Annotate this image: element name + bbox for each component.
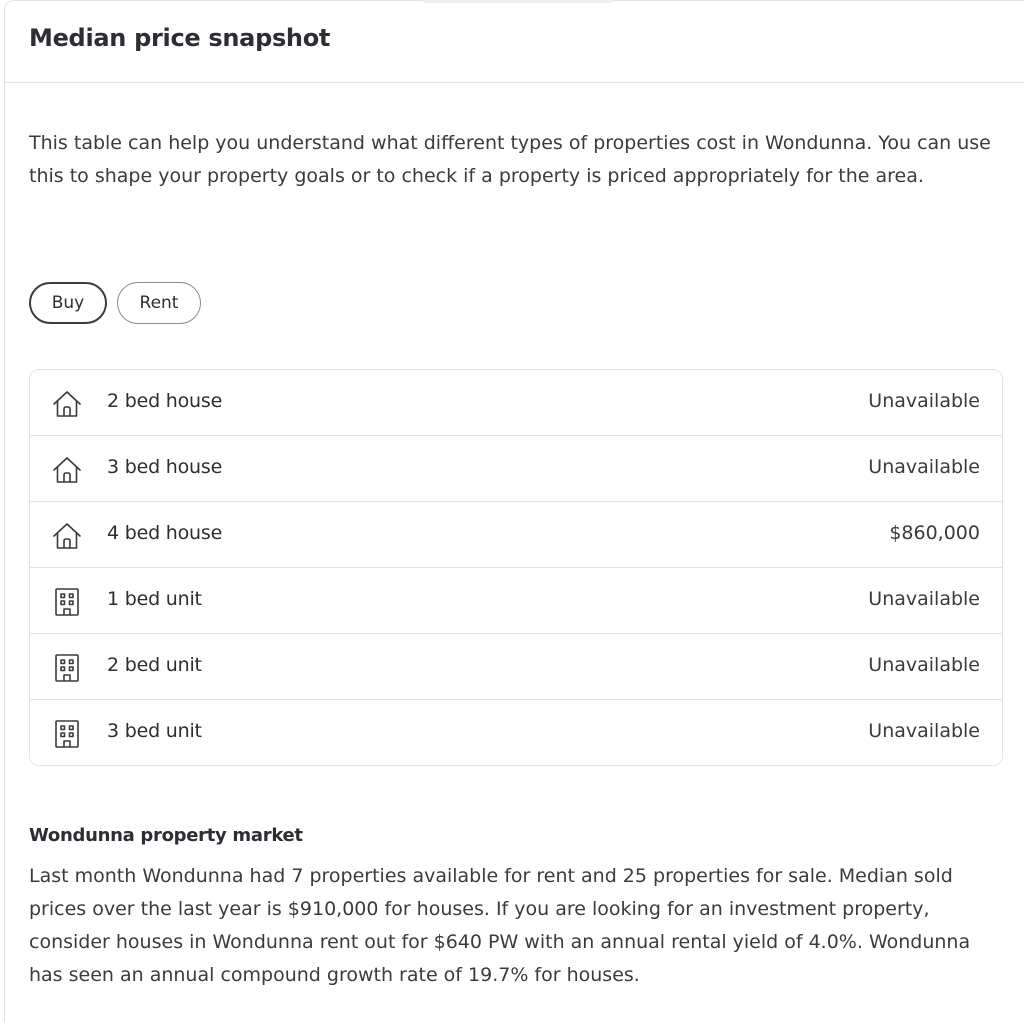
table-row xyxy=(30,502,1002,568)
table-row xyxy=(30,700,1002,765)
building-icon xyxy=(52,587,82,617)
building-icon xyxy=(52,653,82,683)
table-row xyxy=(30,436,1002,502)
rent-toggle-button[interactable]: Rent xyxy=(117,282,201,324)
row-label: 2 bed house xyxy=(107,390,223,412)
house-icon xyxy=(52,389,82,419)
price-table xyxy=(29,369,1003,766)
intro-text: This table can help you understand what different types of properties cost in Wondunna. You can use this to shape your property goals or to check if a property is priced appropriately for the area. xyxy=(29,132,991,187)
row-label: 1 bed unit xyxy=(107,588,202,610)
row-label: 2 bed unit xyxy=(107,654,202,676)
buy-toggle-button[interactable]: Buy xyxy=(29,282,107,324)
row-value: Unavailable xyxy=(868,456,980,478)
building-icon xyxy=(52,719,82,749)
market-heading: Wondunna property market xyxy=(29,825,303,846)
row-value: Unavailable xyxy=(868,390,980,412)
house-icon xyxy=(52,521,82,551)
table-row xyxy=(30,370,1002,436)
house-icon xyxy=(52,455,82,485)
card-title: Median price snapshot xyxy=(29,24,331,52)
table-row xyxy=(30,634,1002,700)
table-row xyxy=(30,568,1002,634)
card-header xyxy=(5,1,1024,83)
row-value: Unavailable xyxy=(868,588,980,610)
row-label: 3 bed house xyxy=(107,456,223,478)
row-value: Unavailable xyxy=(868,720,980,742)
median-price-card xyxy=(4,0,1024,1022)
row-value: $860,000 xyxy=(889,522,980,544)
row-label: 3 bed unit xyxy=(107,720,202,742)
market-description: Last month Wondunna had 7 properties available for rent and 25 properties for sale. Median sold prices over the last year is $910,000 for houses. If you are looking for an investment property, consider houses in Wondunna rent out for $640 PW with an annual rental yield of 4.0%. Wondunna has seen an annual compound growth rate of 19.7% for houses. xyxy=(29,865,971,986)
row-label: 4 bed house xyxy=(107,522,223,544)
row-value: Unavailable xyxy=(868,654,980,676)
